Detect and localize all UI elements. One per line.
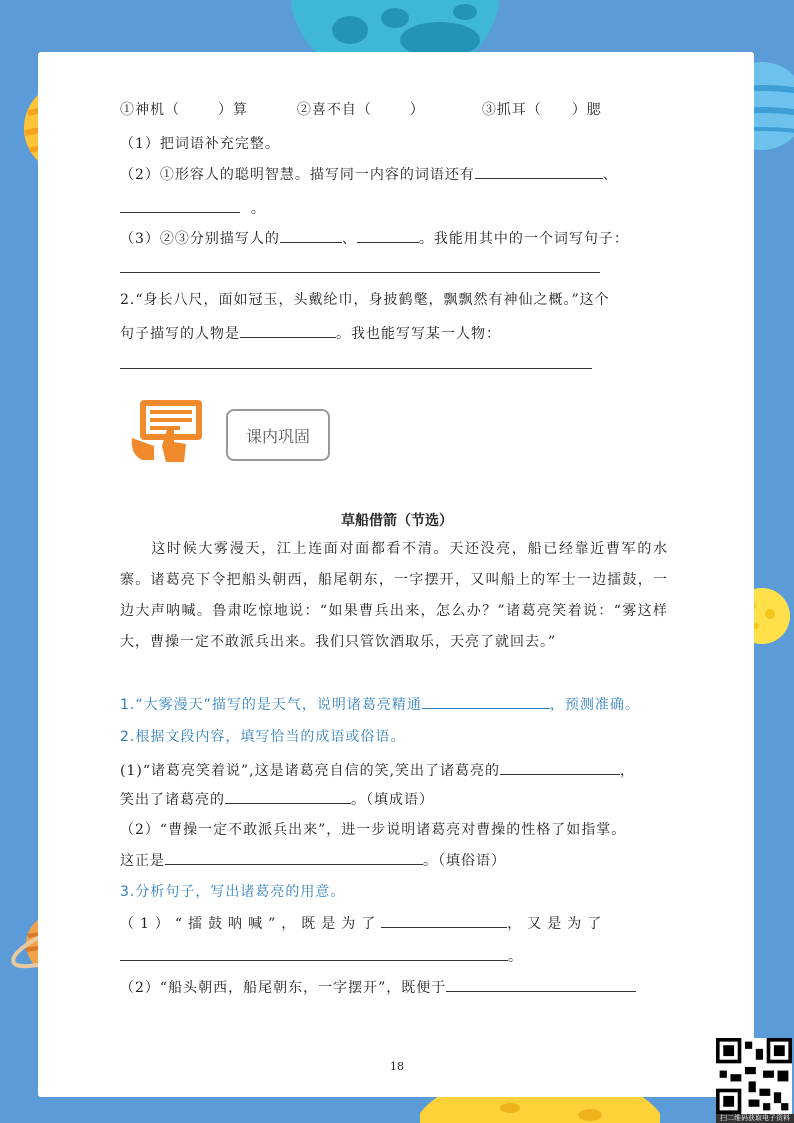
vocab-question-2: （2）①形容人的聪明智慧。描写同一内容的词语还有 、 <box>120 164 618 185</box>
answer-blank[interactable] <box>240 323 336 338</box>
vocab-item-3: ③抓耳（ ）腮 <box>481 102 602 118</box>
vocab-question-2-cont: 。 <box>120 198 266 219</box>
tablet-touch-icon <box>128 398 204 464</box>
question-3: 3.分析句子，写出诸葛亮的用意。 <box>120 884 346 900</box>
answer-blank[interactable] <box>422 694 550 709</box>
answer-blank[interactable] <box>165 850 423 865</box>
question-1: 1.“大雾漫天”描写的是天气，说明诸葛亮精通 ，预测准确。 <box>120 694 640 715</box>
answer-blank[interactable] <box>475 164 603 179</box>
qr-caption: 扫二维码获取电子资料 <box>716 1114 794 1123</box>
question-3-2: （2）“船头朝西，船尾朝东，一字摆开”，既便于 <box>120 977 636 998</box>
question-3-1: （1）“擂鼓呐喊”，既是为了 ，又是为了 <box>120 913 607 934</box>
vocab-row <box>120 100 602 120</box>
answer-blank[interactable] <box>381 913 507 928</box>
section-badge: 课内巩固 <box>226 409 330 461</box>
answer-blank[interactable] <box>500 760 620 775</box>
answer-line[interactable] <box>120 368 592 369</box>
answer-blank[interactable] <box>280 228 342 243</box>
passage-text: 这时候大雾漫天，江上连面对面都看不清。天还没亮，船已经靠近曹军的水寨。诸葛亮下令把船头朝西，船尾朝东，一字摆开，又叫船上的军士一边擂鼓，一边大声呐喊。鲁肃吃惊地说：“如果曹兵出来，怎么办？”诸葛亮笑着说：“雾这样大，曹操一定不敢派兵出来。我们只管饮酒取乐，天亮了就回去。” <box>120 541 668 650</box>
answer-blank[interactable] <box>225 789 351 804</box>
vocab-question-3: （3）②③分别描写人的 、 。我能用其中的一个词写句子： <box>120 228 629 249</box>
answer-line[interactable] <box>120 272 600 273</box>
passage-title: 草船借箭（节选） <box>341 513 453 529</box>
qr-code-icon[interactable] <box>716 1038 792 1114</box>
answer-blank[interactable] <box>120 946 508 961</box>
question-2-2-cont: 这正是 。（填俗语） <box>120 850 506 871</box>
answer-blank[interactable] <box>120 198 240 213</box>
question-2-2: （2）“曹操一定不敢派兵出来”，进一步说明诸葛亮对曹操的性格了如指掌。 <box>120 822 627 838</box>
answer-blank[interactable] <box>446 977 636 992</box>
question-2: 2.根据文段内容，填写恰当的成语或俗语。 <box>120 729 406 745</box>
vocab-question-4-cont: 句子描写的人物是 。我也能写写某一人物： <box>120 323 501 344</box>
vocab-question-4: 2.“身长八尺，面如冠玉，头戴纶巾，身披鹤氅，飘飘然有神仙之概。”这个 <box>120 292 610 308</box>
vocab-item-2: ②喜不自（ ） <box>296 102 425 118</box>
question-3-1-cont: 。 <box>120 946 523 967</box>
vocab-item-1: ①神机（ ）算 <box>120 102 248 118</box>
page-number: 18 <box>390 1060 404 1073</box>
question-2-1: (1)“诸葛亮笑着说”,这是诸葛亮自信的笑,笑出了诸葛亮的 ， <box>120 760 635 781</box>
vocab-question-1: （1）把词语补充完整。 <box>120 136 280 152</box>
answer-blank[interactable] <box>357 228 419 243</box>
question-2-1-cont: 笑出了诸葛亮的 。（填成语） <box>120 789 434 810</box>
